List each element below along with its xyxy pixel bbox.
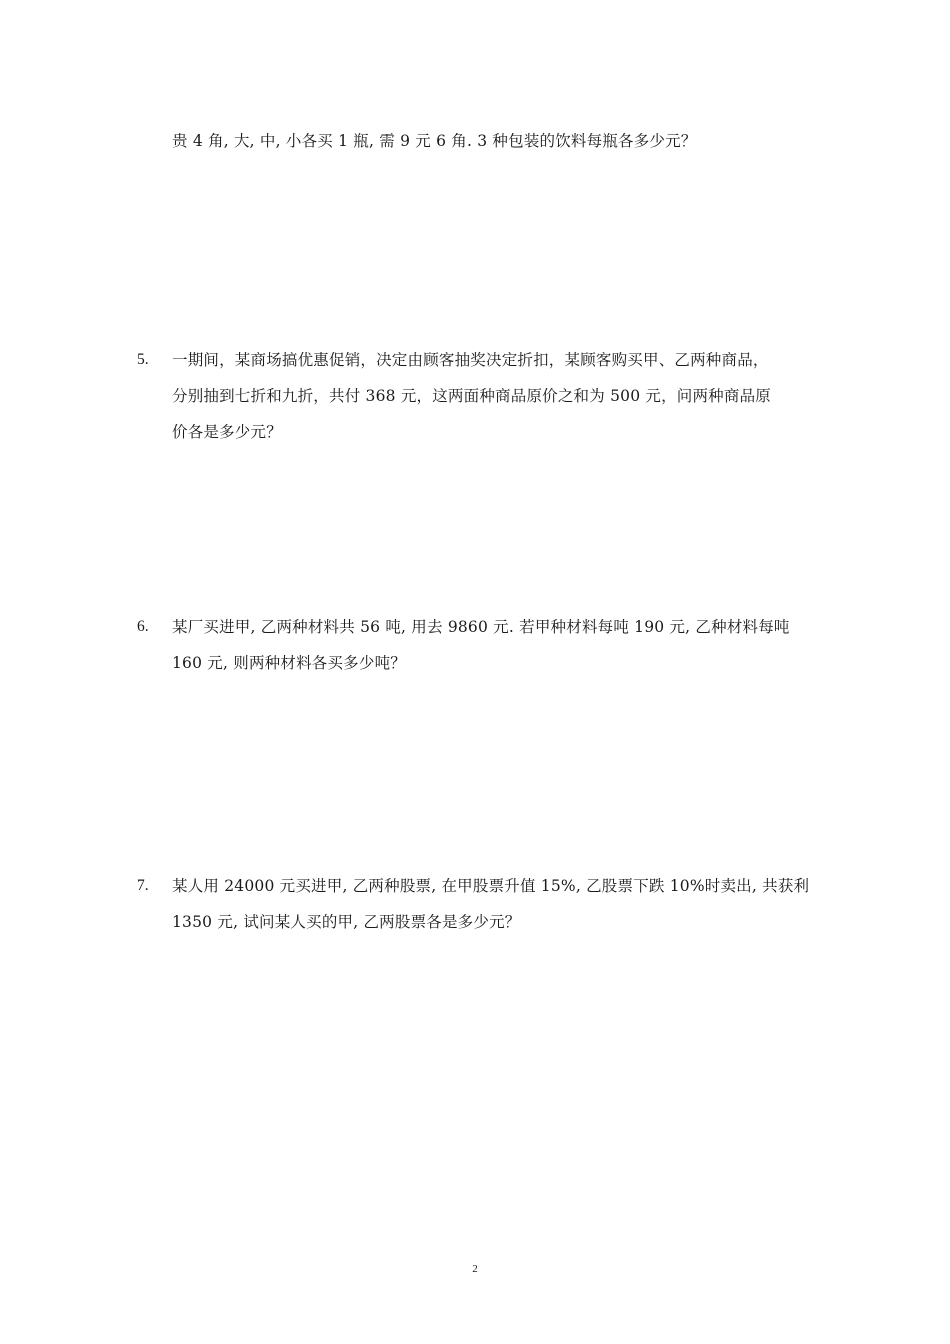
page-number: 2: [472, 1263, 478, 1275]
problem-number: 6.: [137, 618, 149, 635]
text-line: 贵 4 角, 大, 中, 小各买 1 瓶, 需 9 元 6 角. 3 种包装的饮料每瓶各多少元？: [172, 132, 697, 150]
text-line: 1350 元, 试问某人买的甲, 乙两股票各是多少元？: [172, 913, 521, 931]
text-line: 分别抽到七折和九折，共付 368 元，这两面种商品原价之和为 500 元，问两种商品原: [172, 387, 771, 405]
text-line: 某人用 24000 元买进甲, 乙两种股票, 在甲股票升值 15%, 乙股票下跌 10%时卖出, 共获利: [172, 877, 810, 895]
text-line: 某厂买进甲, 乙两种材料共 56 吨, 用去 9860 元. 若甲种材料每吨 190 元, 乙种材料每吨: [172, 618, 790, 636]
problem-number: 7.: [137, 877, 149, 894]
text-line: 一期间，某商场搞优惠促销，决定由顾客抽奖决定折扣，某顾客购买甲、乙两种商品，: [172, 351, 769, 369]
text-line: 价各是多少元？: [172, 423, 282, 441]
problem-number: 5.: [137, 351, 149, 368]
text-line: 160 元, 则两种材料各买多少吨？: [172, 654, 406, 672]
